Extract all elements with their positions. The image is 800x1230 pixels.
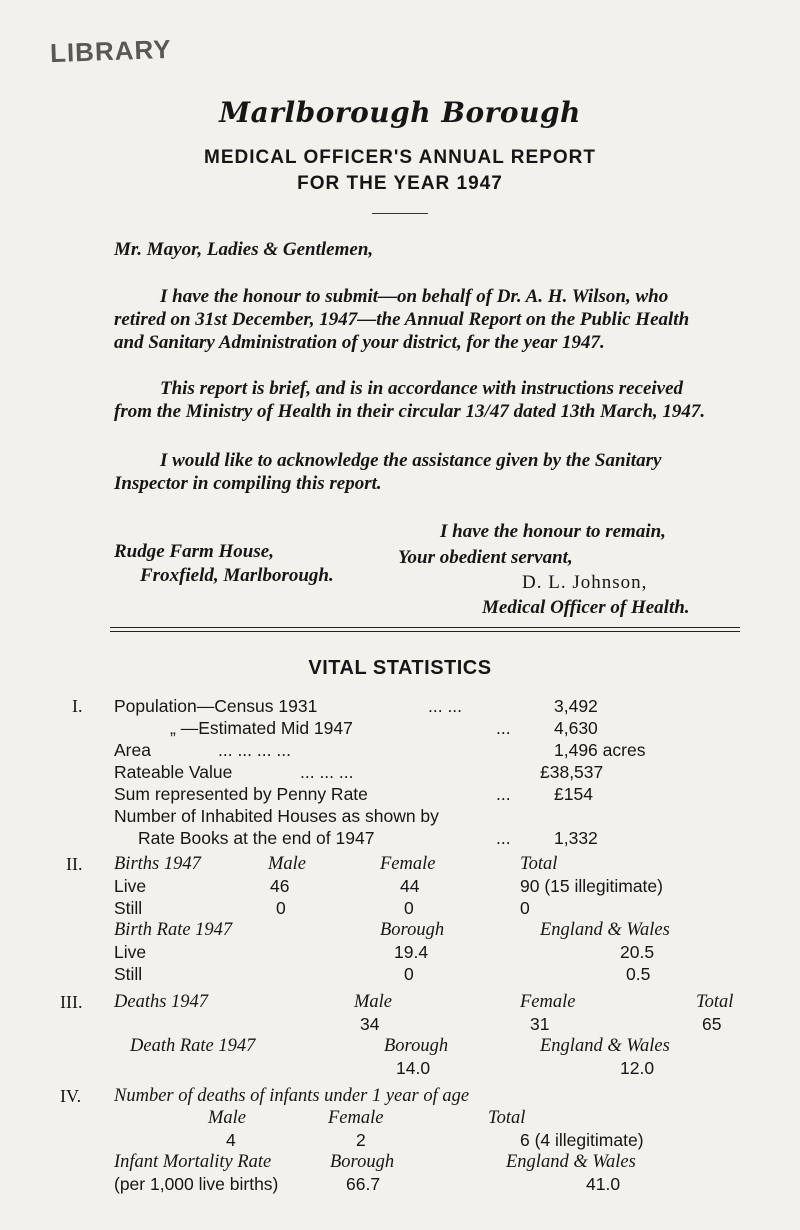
borough-name: Marlborough Borough	[219, 96, 581, 129]
signatory-title: Medical Officer of Health.	[482, 597, 690, 618]
stat-label: Population—Census 1931	[114, 696, 318, 716]
ew-heading: England & Wales	[540, 920, 670, 940]
stat-value: 4,630	[554, 718, 598, 738]
death-rate-heading: Death Rate 1947	[130, 1036, 256, 1056]
report-title-line1: MEDICAL OFFICER'S ANNUAL REPORT	[204, 147, 596, 168]
stat-value: 1,496 acres	[554, 740, 646, 760]
col-female: Female	[380, 854, 436, 874]
stat-label: Number of Inhabited Houses as shown by	[114, 806, 439, 826]
stat-dots: ...	[496, 828, 511, 848]
still-female: 0	[404, 898, 414, 918]
letter-paragraph-2: This report is brief, and is in accordance with instructions received from the Ministry of Health in their circular 13/47 dated 13th March, 1947.	[114, 378, 706, 422]
rate-live-label: Live	[114, 942, 147, 962]
still-total: 0	[520, 898, 530, 918]
closing-line-1: I have the honour to remain,	[440, 521, 666, 542]
birth-rate-heading: Birth Rate 1947	[114, 920, 233, 940]
vital-statistics-heading: VITAL STATISTICS	[308, 657, 492, 679]
live-male: 46	[270, 876, 290, 896]
letter-paragraph-1: I have the honour to submit—on behalf of Dr. A. H. Wilson, who retired on 31st December, 1947—the Annual Report on the Public Health and Sanitary Administration of your district, for the year 1947.	[114, 286, 690, 353]
deaths-female: 31	[530, 1014, 550, 1034]
death-rate-ew: 12.0	[620, 1058, 655, 1078]
borough-heading: Borough	[384, 1036, 449, 1056]
salutation: Mr. Mayor, Ladies & Gentlemen,	[114, 239, 374, 260]
infant-female: 2	[356, 1130, 366, 1150]
rate-still-label: Still	[114, 964, 143, 984]
rate-live-ew: 20.5	[620, 942, 655, 962]
death-rate-borough: 14.0	[396, 1058, 431, 1078]
births-heading: Births 1947	[114, 854, 201, 874]
col-total: Total	[696, 992, 734, 1012]
stat-label: „ —Estimated Mid 1947	[170, 718, 353, 738]
col-male: Male	[354, 992, 393, 1012]
imr-ew: 41.0	[586, 1174, 621, 1194]
col-total: Total	[520, 854, 558, 874]
stat-dots: ... ... ... ...	[218, 740, 291, 760]
live-total: 90 (15 illegitimate)	[520, 876, 663, 896]
address	[114, 540, 334, 588]
borough-heading: Borough	[330, 1152, 395, 1172]
section-divider	[110, 627, 740, 632]
imr-subheading: (per 1,000 live births)	[114, 1174, 279, 1194]
col-male: Male	[208, 1108, 247, 1128]
still-male: 0	[276, 898, 286, 918]
rate-live-borough: 19.4	[394, 942, 429, 962]
stat-label: Rateable Value	[114, 762, 233, 782]
stat-label: Sum represented by Penny Rate	[114, 784, 368, 804]
deaths-heading: Deaths 1947	[114, 992, 209, 1012]
library-stamp: LIBRARY	[49, 33, 173, 69]
imr-heading: Infant Mortality Rate	[114, 1152, 272, 1172]
live-label: Live	[114, 876, 147, 896]
stat-value: £38,537	[540, 762, 604, 782]
stat-dots: ...	[496, 718, 511, 738]
closing-line-2: Your obedient servant,	[398, 547, 573, 568]
deaths-total: 65	[702, 1014, 722, 1034]
still-label: Still	[114, 898, 143, 918]
signatory-name: D. L. Johnson,	[522, 572, 648, 593]
stat-dots: ... ...	[428, 696, 463, 716]
section-3-numeral: III.	[60, 992, 83, 1012]
col-total: Total	[488, 1108, 526, 1128]
col-female: Female	[520, 992, 576, 1012]
address-line-1: Rudge Farm House,	[114, 541, 274, 562]
section-1-numeral: I.	[72, 696, 83, 716]
stat-label: Area	[114, 740, 151, 760]
stat-value: 3,492	[554, 696, 598, 716]
stat-dots: ...	[496, 784, 511, 804]
borough-heading: Borough	[380, 920, 445, 940]
stat-value: 1,332	[554, 828, 598, 848]
report-title	[0, 145, 800, 197]
infant-total: 6 (4 illegitimate)	[520, 1130, 644, 1150]
col-female: Female	[328, 1108, 384, 1128]
deaths-male: 34	[360, 1014, 380, 1034]
live-female: 44	[400, 876, 420, 896]
letter-paragraph-3: I would like to acknowledge the assistance given by the Sanitary Inspector in compiling this report.	[114, 450, 662, 494]
report-title-line2: FOR THE YEAR 1947	[297, 173, 503, 194]
stat-label: Rate Books at the end of 1947	[138, 828, 375, 848]
col-male: Male	[268, 854, 307, 874]
rate-still-borough: 0	[404, 964, 414, 984]
ew-heading: England & Wales	[506, 1152, 636, 1172]
ew-heading: England & Wales	[540, 1036, 670, 1056]
infant-deaths-heading: Number of deaths of infants under 1 year of age	[114, 1086, 470, 1106]
stat-value: £154	[554, 784, 593, 804]
title-divider	[372, 213, 428, 214]
imr-borough: 66.7	[346, 1174, 381, 1194]
section-4-numeral: IV.	[60, 1086, 82, 1106]
rate-still-ew: 0.5	[626, 964, 651, 984]
infant-male: 4	[226, 1130, 236, 1150]
stat-dots: ... ... ...	[300, 762, 354, 782]
section-2-numeral: II.	[66, 854, 83, 874]
address-line-2: Froxfield, Marlborough.	[140, 565, 334, 586]
